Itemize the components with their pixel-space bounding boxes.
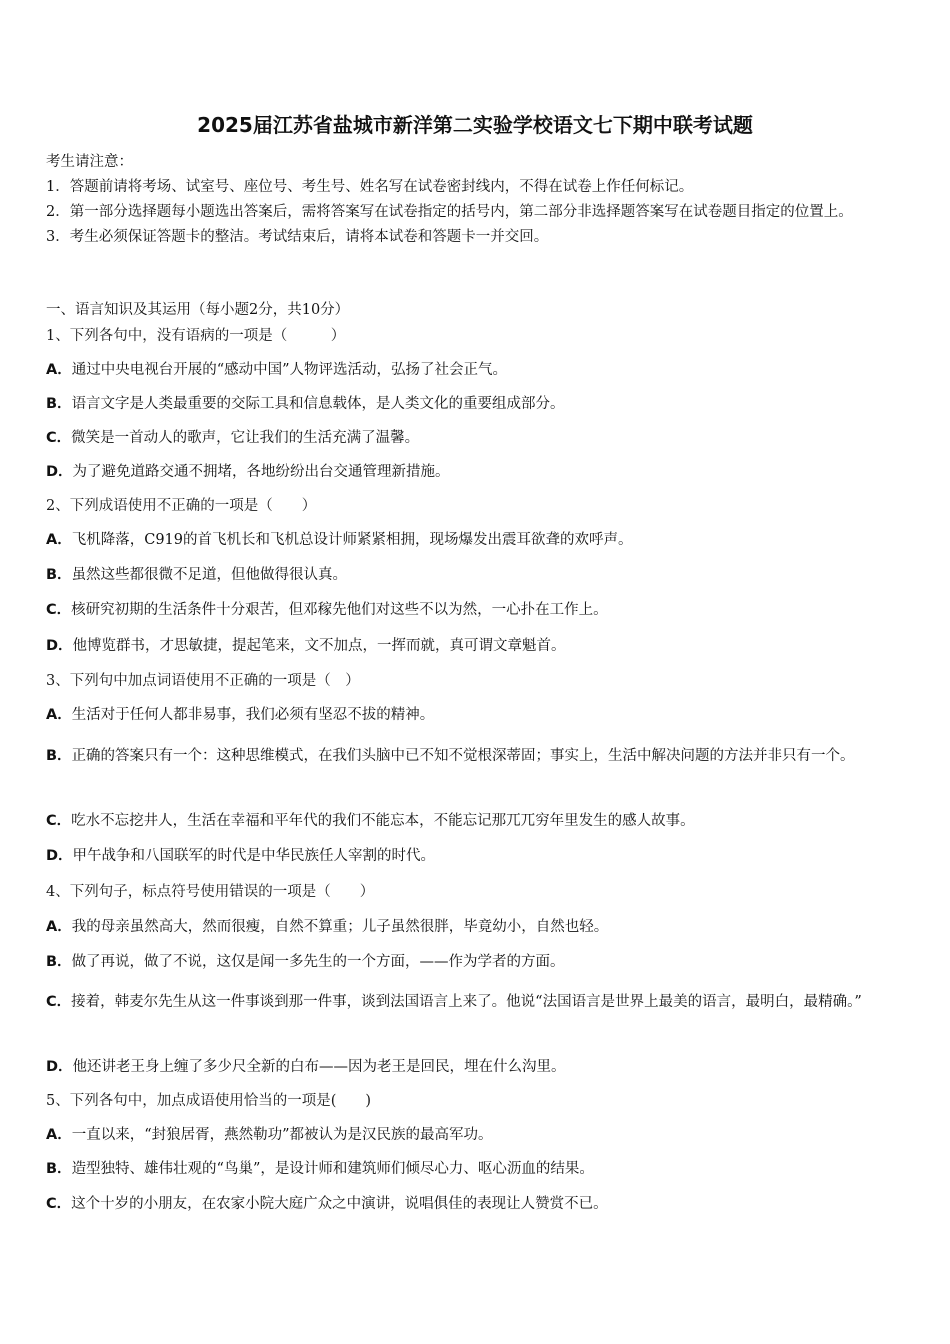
option-text: 正确的答案只有一个：这种思维模式，在我们头脑中已不知不觉根深蒂固；事实上，生活中解决问题的方法并非只有一个。 [71, 748, 855, 764]
question-stem: 4、下列句子，标点符号使用错误的一项是（ ） [46, 884, 375, 900]
question-option [46, 808, 906, 834]
question-option [46, 391, 906, 417]
option-text: 他博览群书，才思敏捷，提起笔来，文不加点，一挥而就，真可谓文章魁首。 [72, 638, 566, 654]
question-option [46, 633, 906, 659]
question-option [46, 1156, 906, 1182]
question-stem: 5、下列各句中，加点成语使用恰当的一项是( ) [46, 1093, 372, 1109]
question-option [46, 459, 906, 485]
question-option [46, 527, 906, 553]
question-option [46, 1054, 906, 1080]
question-option [46, 914, 906, 940]
option-letter: D． [46, 848, 73, 864]
option-text: 甲午战争和八国联军的时代是中华民族任人宰割的时代。 [72, 848, 436, 864]
option-text: 虽然这些都很微不足道，但他做得很认真。 [71, 567, 348, 583]
question-option [46, 357, 906, 383]
option-letter: C． [46, 1196, 72, 1212]
option-letter: A． [46, 1127, 72, 1143]
question-option [46, 425, 906, 451]
option-text: 一直以来，“封狼居胥，燕然勒功”都被认为是汉民族的最高军功。 [71, 1127, 493, 1143]
question-stem: 1、下列各句中，没有语病的一项是（ ） [46, 328, 346, 344]
section-heading: 一、语言知识及其运用（每小题2分，共10分） [46, 302, 350, 318]
option-text: 造型独特、雄伟壮观的“鸟巢”，是设计师和建筑师们倾尽心力、呕心沥血的结果。 [71, 1161, 594, 1177]
question-option [46, 843, 906, 869]
notice-item: 2．第一部分选择题每小题选出答案后，需将答案写在试卷指定的括号内，第二部分非选择题答案写在试卷题目指定的位置上。 [46, 204, 853, 220]
notice-block [46, 150, 906, 250]
option-letter: C． [46, 602, 72, 618]
question-stem: 2、下列成语使用不正确的一项是（ ） [46, 498, 317, 514]
option-letter: D． [46, 464, 73, 480]
option-text: 做了再说，做了不说，这仅是闻一多先生的一个方面，——作为学者的方面。 [71, 954, 565, 970]
option-letter: B． [46, 748, 72, 764]
question-option [46, 1191, 906, 1217]
option-letter: C． [46, 813, 72, 829]
option-letter: D． [46, 1059, 73, 1075]
question-stem: 3、下列句中加点词语使用不正确的一项是（ ） [46, 673, 360, 689]
option-letter: C． [46, 994, 72, 1010]
option-text: 吃水不忘挖井人，生活在幸福和平年代的我们不能忘本，不能忘记那兀兀穷年里发生的感人故事。 [71, 813, 695, 829]
option-letter: A． [46, 707, 72, 723]
option-letter: B． [46, 954, 72, 970]
option-text: 接着，韩麦尔先生从这一件事谈到那一件事，谈到法国语言上来了。他说“法国语言是世界上最美的语言，最明白，最精确。” [71, 994, 862, 1010]
question-option [46, 562, 906, 588]
page-title: 2025届江苏省盐城市新洋第二实验学校语文七下期中联考试题 [197, 113, 753, 137]
option-letter: A． [46, 362, 72, 378]
option-text: 为了避免道路交通不拥堵，各地纷纷出台交通管理新措施。 [72, 464, 450, 480]
option-letter: A． [46, 919, 72, 935]
option-letter: D． [46, 638, 73, 654]
option-text: 这个十岁的小朋友，在农家小院大庭广众之中演讲，说唱俱佳的表现让人赞赏不已。 [71, 1196, 608, 1212]
option-letter: B． [46, 396, 72, 412]
option-text: 他还讲老王身上缠了多少尺全新的白布——因为老王是回民，埋在什么沟里。 [72, 1059, 566, 1075]
option-text: 通过中央电视台开展的“感动中国”人物评选活动，弘扬了社会正气。 [71, 362, 508, 378]
question-option [46, 949, 906, 975]
option-letter: B． [46, 567, 72, 583]
question-option [46, 1122, 906, 1148]
option-letter: A． [46, 532, 72, 548]
option-text: 语言文字是人类最重要的交际工具和信息载体，是人类文化的重要组成部分。 [71, 396, 565, 412]
option-letter: C． [46, 430, 72, 446]
question-option [46, 597, 906, 623]
notice-heading: 考生请注意： [46, 154, 133, 170]
notice-item: 1．答题前请将考场、试室号、座位号、考生号、姓名写在试卷密封线内，不得在试卷上作任何标记。 [46, 179, 694, 195]
question-option [46, 984, 906, 1020]
notice-item: 3．考生必须保证答题卡的整洁。考试结束后，请将本试卷和答题卡一并交回。 [46, 229, 549, 245]
option-letter: B． [46, 1161, 72, 1177]
option-text: 飞机降落，C919的首飞机长和飞机总设计师紧紧相拥，现场爆发出震耳欲聋的欢呼声。 [71, 532, 633, 548]
option-text: 核研究初期的生活条件十分艰苦，但邓稼先他们对这些不以为然，一心扑在工作上。 [71, 602, 608, 618]
question-option [46, 702, 906, 728]
option-text: 生活对于任何人都非易事，我们必须有坚忍不拔的精神。 [71, 707, 435, 723]
option-text: 我的母亲虽然高大，然而很瘦，自然不算重；儿子虽然很胖，毕竟幼小，自然也轻。 [71, 919, 609, 935]
question-option [46, 737, 906, 775]
option-text: 微笑是一首动人的歌声，它让我们的生活充满了温馨。 [71, 430, 420, 446]
